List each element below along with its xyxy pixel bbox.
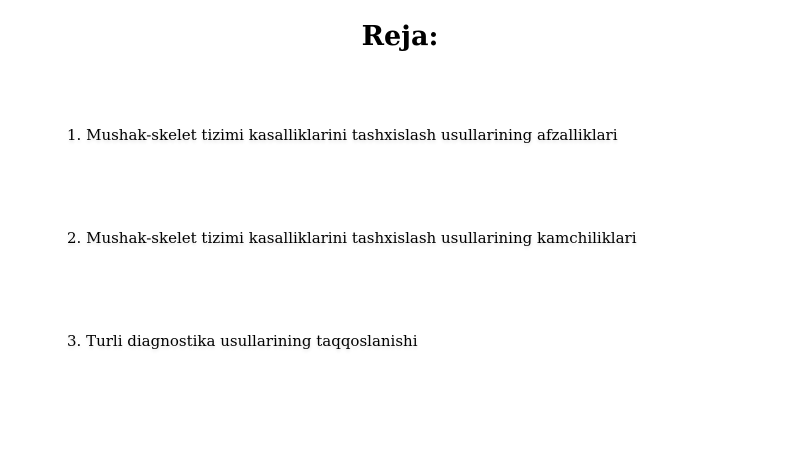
plan-item-3: 3. Turli diagnostika usullarining taqqoslanishi	[67, 332, 418, 350]
plan-item-1: 1. Mushak-skelet tizimi kasalliklarini tashxislash usullarining afzalliklari	[67, 126, 618, 144]
plan-item-2: 2. Mushak-skelet tizimi kasalliklarini tashxislash usullarining kamchiliklari	[67, 229, 637, 247]
slide-title: Reja:	[361, 21, 439, 52]
